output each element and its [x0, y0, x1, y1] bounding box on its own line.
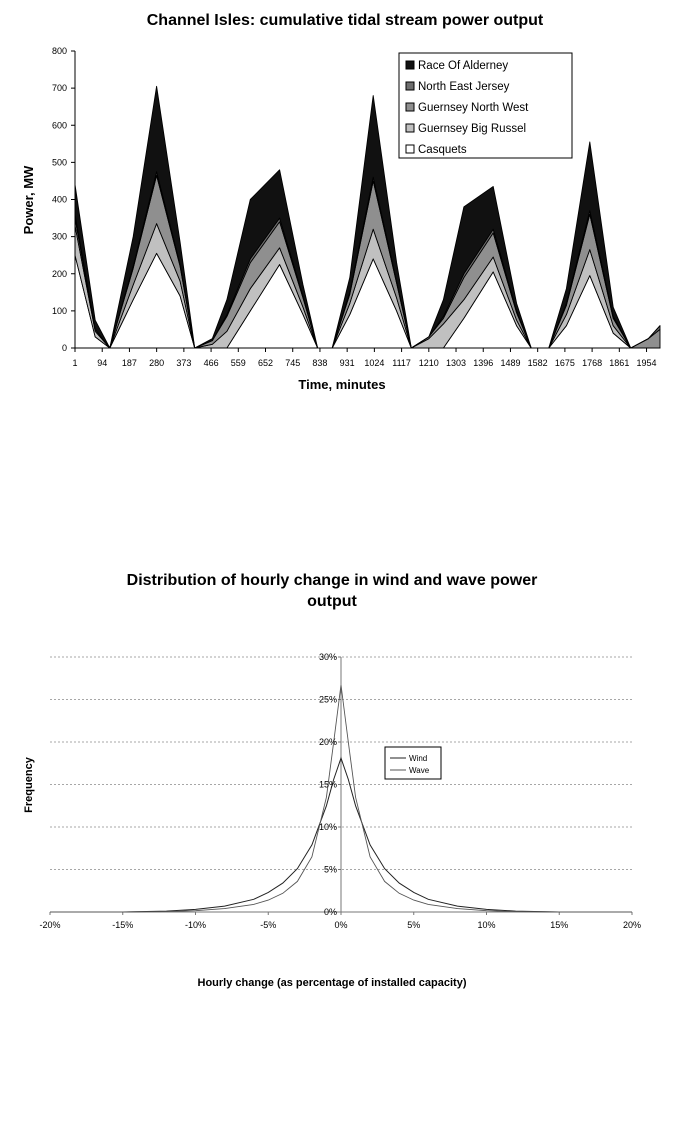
x-tick-label: 1861 [609, 358, 630, 368]
x-tick-label: -15% [112, 920, 134, 930]
x-tick-label: 1582 [527, 358, 548, 368]
x-tick-labels [72, 358, 656, 368]
x-tick-label: 1489 [500, 358, 521, 368]
chart-title: Channel Isles: cumulative tidal stream power output [146, 12, 544, 29]
x-tick-label: 5% [407, 920, 421, 930]
x-tick-label: 1117 [392, 358, 411, 368]
legend [385, 747, 441, 779]
x-tick-label: 0% [334, 920, 348, 930]
x-tick-label: 1303 [446, 358, 467, 368]
x-tick-label: 1954 [636, 358, 657, 368]
x-tick-label: 931 [339, 358, 355, 368]
x-tick-label: 10% [477, 920, 496, 930]
x-tick-label: 1024 [364, 358, 385, 368]
legend-swatch [406, 124, 414, 132]
y-tick-label: 25% [318, 694, 337, 705]
y-tick-label: 300 [51, 231, 67, 242]
x-tick-label: 466 [203, 358, 219, 368]
x-axis-label: Hourly change (as percentage of installed capacity) [197, 977, 467, 989]
legend [399, 53, 572, 158]
y-axis-label: Frequency [23, 757, 35, 813]
legend-label: Wave [409, 766, 430, 775]
x-tick-label: 559 [230, 358, 246, 368]
x-tick-label: -20% [39, 920, 61, 930]
x-tick-label: 1675 [554, 358, 575, 368]
x-tick-label: -5% [260, 920, 277, 930]
y-tick-label: 20% [318, 737, 337, 747]
legend-label: Race Of Alderney [418, 60, 509, 72]
legend-label: Wind [409, 754, 428, 763]
y-tick-labels [52, 46, 67, 353]
axes [50, 657, 632, 915]
chart-title-line-2: output [307, 593, 357, 610]
x-axis-label: Time, minutes [298, 377, 386, 392]
x-tick-label: 94 [97, 358, 108, 368]
tidal-power-chart [0, 0, 676, 410]
y-tick-labels [319, 652, 337, 917]
x-tick-label: 1396 [473, 358, 494, 368]
x-tick-label: 838 [312, 358, 328, 368]
hourly-change-chart [0, 560, 676, 1000]
x-tick-labels [39, 920, 641, 930]
y-tick-label: 10% [318, 822, 337, 832]
x-tick-label: 1768 [582, 358, 603, 368]
y-tick-label: 5% [323, 864, 337, 875]
x-tick-label: 280 [149, 358, 165, 368]
y-tick-label: 400 [51, 194, 67, 205]
x-tick-label: 373 [176, 358, 192, 368]
legend-label: North East Jersey [418, 81, 510, 93]
y-tick-label: 800 [51, 46, 67, 56]
legend-swatch [406, 82, 414, 90]
y-tick-label: 100 [51, 305, 67, 316]
y-axis-label: Power, MW [21, 165, 36, 235]
legend-swatch [406, 145, 414, 153]
x-tick-label: 1210 [418, 358, 439, 368]
x-tick-label: 1 [72, 358, 78, 368]
legend-label: Casquets [418, 144, 467, 156]
x-tick-label: 20% [622, 920, 642, 930]
y-tick-label: 0% [323, 907, 337, 917]
legend-swatch [406, 61, 414, 69]
y-tick-label: 0 [61, 343, 67, 353]
x-tick-label: -10% [184, 920, 207, 930]
y-tick-label: 600 [51, 120, 67, 131]
y-tick-label: 500 [51, 157, 67, 168]
legend-swatch [406, 103, 414, 111]
x-tick-label: 187 [121, 358, 137, 368]
x-tick-label: 15% [550, 920, 569, 930]
y-tick-label: 15% [318, 779, 337, 790]
y-tick-label: 200 [51, 268, 67, 279]
y-tick-label: 700 [51, 83, 67, 94]
y-tick-label: 30% [318, 652, 337, 662]
legend-label: Guernsey North West [418, 102, 529, 114]
chart-title-line-1: Distribution of hourly change in wind and wave power [126, 572, 538, 589]
legend-label: Guernsey Big Russel [418, 123, 527, 135]
x-tick-label: 745 [285, 358, 301, 368]
x-tick-label: 652 [257, 358, 274, 368]
